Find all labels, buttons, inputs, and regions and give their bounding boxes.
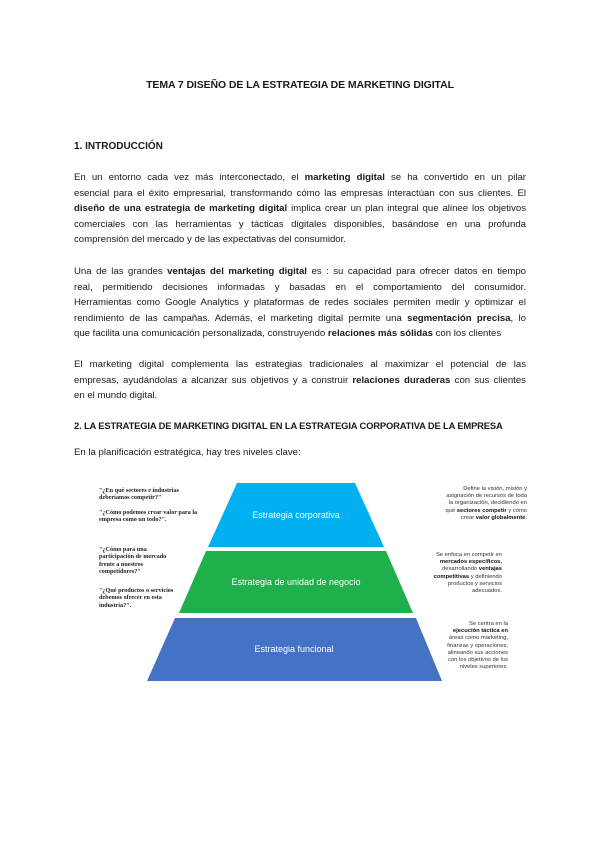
note-functional-description: [447, 621, 508, 671]
note-business-description: [434, 552, 502, 595]
note-line: "¿Cómo para una: [99, 546, 147, 553]
note-line: crear valor globalmente.: [460, 514, 527, 521]
p1-line-3: diseño de una estrategia de marketing digital implica crear un plan integral que alinee los objetivos: [74, 203, 526, 215]
note-line: debemos ofrecer en esta: [99, 594, 162, 602]
p2-line-5: que facilita una comunicación personalizada, construyendo relaciones más sólidas con los clientes: [74, 328, 502, 340]
note-line: con los objetivos de los: [448, 657, 508, 664]
note-business-questions-1: [99, 546, 166, 576]
note-corporate-description: [445, 486, 527, 522]
note-line: mercados específicos,: [439, 559, 502, 566]
note-line: niveles superiores.: [459, 664, 508, 671]
note-line: deberíamos competir?": [99, 494, 162, 502]
note-line: "¿En qué sectores e industrias: [99, 487, 179, 494]
note-line: productos y servicios: [447, 580, 502, 587]
p1-line-2: esencial para el éxito empresarial, transformando cómo las empresas interactúan con sus clientes. El: [74, 187, 526, 199]
p1-line-1: En un entorno cada vez más interconectado, el marketing digital se ha convertido en un pilar: [74, 172, 527, 183]
pyramid-label-business-unit: Estrategia de unidad de negocio: [231, 577, 361, 587]
p3-line-2: empresas, ayudándolas a alcanzar sus objetivos y a construir relaciones duraderas con sus clientes: [74, 374, 526, 386]
note-line: industria?".: [99, 601, 132, 609]
note-line: finanzas y operaciones,: [447, 642, 508, 649]
note-line: asignación de recursos de toda: [446, 493, 527, 500]
pyramid-label-functional: Estrategia funcional: [254, 644, 334, 654]
note-line: alineando sus acciones: [447, 649, 508, 656]
note-line: desarrollando ventajas: [442, 566, 502, 573]
document-title: TEMA 7 DISEÑO DE LA ESTRATEGIA DE MARKETING DIGITAL: [146, 79, 454, 91]
note-line: "¿Cómo podemos crear valor para la: [99, 509, 198, 516]
note-line: Define la visión, misión y: [463, 486, 527, 492]
note-line: competidores?": [99, 568, 141, 576]
note-line: participación de mercado: [99, 553, 167, 561]
p2-line-3: Herramientas como Google Analytics y plataformas de redes sociales permiten medir y optimizar el: [74, 297, 526, 309]
p3-line-1: El marketing digital complementa las estrategias tradicionales al maximizar el potencial de las: [74, 359, 526, 370]
p1-line-4: comerciales con las herramientas y tácticas digitales disponibles, basándose en una profunda: [74, 218, 526, 230]
note-line: Se enfoca en competir en: [435, 552, 502, 558]
note-line: empresa como un todo?".: [99, 516, 167, 524]
niveles-intro-text: En la planificación estratégica, hay tres niveles clave:: [74, 447, 301, 458]
note-line: frente a nuestros: [99, 560, 144, 568]
note-corporate-questions-1: [99, 487, 179, 502]
note-line: adecuados.: [472, 588, 502, 595]
note-line: ejecución táctica en: [452, 628, 508, 635]
pyramid-label-corporate: Estrategia corporativa: [252, 510, 340, 520]
note-corporate-questions-2: [99, 509, 197, 524]
note-line: Se centra en la: [469, 621, 508, 627]
p3-line-3: en el mundo digital.: [74, 390, 158, 402]
note-line: "¿Qué productos o servicios: [99, 587, 174, 594]
note-line: qué sectores competir y cómo: [445, 507, 527, 514]
section-heading-estrategia: 2. LA ESTRATEGIA DE MARKETING DIGITAL EN LA ESTRATEGIA CORPORATIVA DE LA EMPRESA: [74, 420, 503, 431]
note-line: competitivas y definiendo: [433, 573, 502, 580]
note-business-questions-2: [99, 587, 173, 609]
note-line: la organización, decidiendo en: [448, 500, 527, 507]
p2-line-2: real, permitiendo decisiones informadas y basadas en el comportamiento del consumidor.: [74, 281, 526, 293]
p2-line-1: Una de las grandes ventajas del marketing digital es : su capacidad para ofrecer datos en tiempo: [74, 266, 527, 277]
section-heading-introduccion: 1. INTRODUCCIÓN: [74, 141, 163, 152]
note-line: áreas como marketing,: [449, 635, 508, 642]
p1-line-5: comprensión del mercado y de las expectativas del consumidor.: [74, 234, 346, 246]
p2-line-4: rendimiento de las campañas. Además, el marketing digital permite una segmentación precisa, lo: [74, 312, 526, 324]
